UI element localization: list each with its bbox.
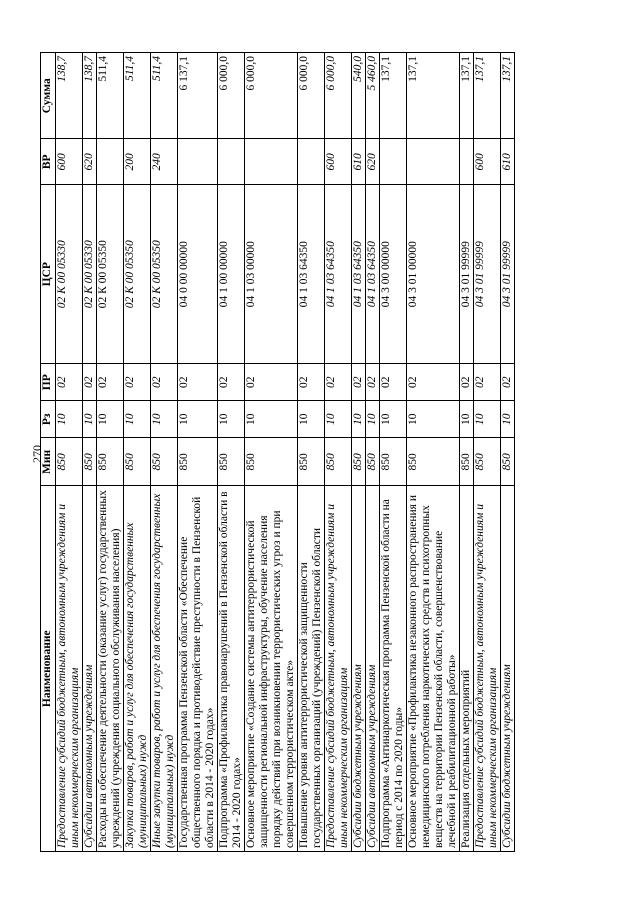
cell-min: 850 <box>501 438 515 486</box>
table-row <box>97 53 124 852</box>
cell-vr <box>460 139 474 185</box>
cell-min: 850 <box>325 438 352 486</box>
table-row <box>245 53 298 852</box>
cell-csr: 04 1 03 64350 <box>352 185 366 364</box>
cell-pr: 02 <box>218 364 245 401</box>
cell-csr: 04 3 01 99999 <box>460 185 474 364</box>
cell-vr <box>178 139 218 185</box>
table-row <box>380 53 407 852</box>
cell-csr: 04 3 01 99999 <box>474 185 501 364</box>
table-header-row <box>41 53 56 852</box>
cell-min: 850 <box>352 438 366 486</box>
cell-vr: 620 <box>366 139 380 185</box>
cell-pr: 02 <box>366 364 380 401</box>
cell-name: Закупка товаров, работ и услуг для обеспечения государственных (муниципальных) нужд <box>124 486 151 852</box>
table-row <box>124 53 151 852</box>
cell-sum: 6 137,1 <box>178 53 218 139</box>
cell-vr: 610 <box>352 139 366 185</box>
cell-rz: 10 <box>218 401 245 438</box>
cell-csr: 02 К 00 05330 <box>56 185 83 364</box>
cell-csr: 04 1 03 64350 <box>325 185 352 364</box>
cell-min: 850 <box>245 438 298 486</box>
cell-vr: 610 <box>501 139 515 185</box>
table-row <box>474 53 501 852</box>
cell-sum: 6 000,0 <box>325 53 352 139</box>
cell-csr: 02 К 00 05330 <box>83 185 97 364</box>
header-pr: ПР <box>41 364 56 401</box>
table-row <box>218 53 245 852</box>
cell-sum: 137,1 <box>501 53 515 139</box>
cell-pr: 02 <box>97 364 124 401</box>
cell-pr: 02 <box>298 364 325 401</box>
cell-name: Предоставление субсидий бюджетным, автономным учреждениям и иным некоммерческим организациям <box>474 486 501 852</box>
cell-vr <box>245 139 298 185</box>
cell-vr <box>97 139 124 185</box>
header-vr: ВР <box>41 139 56 185</box>
cell-name: Повышение уровня антитеррористической защищенности государственных организаций (учреждений) Пензенской области <box>298 486 325 852</box>
table-row <box>460 53 474 852</box>
cell-csr: 02 К 00 05350 <box>151 185 178 364</box>
cell-name: Реализация отдельных мероприятий <box>460 486 474 852</box>
cell-min: 850 <box>218 438 245 486</box>
table-row <box>407 53 460 852</box>
cell-rz: 10 <box>380 401 407 438</box>
cell-csr: 04 1 03 64350 <box>366 185 380 364</box>
cell-sum: 137,1 <box>380 53 407 139</box>
cell-rz: 10 <box>97 401 124 438</box>
cell-pr: 02 <box>352 364 366 401</box>
cell-name: Иные закупки товаров, работ и услуг для обеспечения государственных (муниципальных) нужд <box>151 486 178 852</box>
header-min: Мин <box>41 438 56 486</box>
cell-name: Расходы на обеспечение деятельности (оказание услуг) государственных учреждений (учреждения социального обслуживания населения) <box>97 486 124 852</box>
cell-min: 850 <box>460 438 474 486</box>
cell-rz: 10 <box>83 401 97 438</box>
cell-pr: 02 <box>178 364 218 401</box>
header-sum: Сумма <box>41 53 56 139</box>
cell-vr: 240 <box>151 139 178 185</box>
cell-pr: 02 <box>380 364 407 401</box>
cell-vr <box>380 139 407 185</box>
cell-name: Субсидии бюджетным учреждениям <box>501 486 515 852</box>
cell-name: Предоставление субсидий бюджетным, автономным учреждениям и иным некоммерческим организациям <box>56 486 83 852</box>
cell-pr: 02 <box>83 364 97 401</box>
budget-table <box>40 52 515 852</box>
cell-sum: 138,7 <box>83 53 97 139</box>
cell-name: Предоставление субсидий бюджетным, автономным учреждениям и иным некоммерческим организациям <box>325 486 352 852</box>
cell-rz: 10 <box>298 401 325 438</box>
cell-pr: 02 <box>151 364 178 401</box>
cell-rz: 10 <box>151 401 178 438</box>
cell-min: 850 <box>474 438 501 486</box>
table-row <box>151 53 178 852</box>
rotated-page-content <box>40 52 600 852</box>
cell-sum: 6 000,0 <box>298 53 325 139</box>
table-row <box>501 53 515 852</box>
cell-rz: 10 <box>474 401 501 438</box>
cell-pr: 02 <box>407 364 460 401</box>
table-row <box>352 53 366 852</box>
cell-sum: 138,7 <box>56 53 83 139</box>
cell-csr: 04 1 00 00000 <box>218 185 245 364</box>
cell-sum: 137,1 <box>460 53 474 139</box>
cell-min: 850 <box>56 438 83 486</box>
cell-sum: 137,1 <box>474 53 501 139</box>
header-csr: ЦСР <box>41 185 56 364</box>
cell-min: 850 <box>380 438 407 486</box>
cell-vr: 620 <box>83 139 97 185</box>
cell-csr: 02 К 00 05350 <box>124 185 151 364</box>
header-rz: Рз <box>41 401 56 438</box>
cell-pr: 02 <box>474 364 501 401</box>
cell-vr <box>298 139 325 185</box>
cell-pr: 02 <box>245 364 298 401</box>
cell-rz: 10 <box>366 401 380 438</box>
cell-pr: 02 <box>325 364 352 401</box>
cell-name: Подпрограмма «Антинаркотическая программа Пензенской области на период с 2014 по 2020 годы» <box>380 486 407 852</box>
cell-name: Субсидии автономным учреждениям <box>83 486 97 852</box>
cell-name: Основное мероприятие «Профилактика незаконного распространения и немедицинского потребления наркотических средств и психотропных веществ на территории Пензенской области, совершенствование лечебной и реабилитационной работы» <box>407 486 460 852</box>
cell-sum: 6 000,0 <box>218 53 245 139</box>
cell-sum: 5 460,0 <box>366 53 380 139</box>
cell-vr: 600 <box>474 139 501 185</box>
cell-min: 850 <box>407 438 460 486</box>
cell-csr: 04 3 01 00000 <box>407 185 460 364</box>
cell-sum: 511,4 <box>124 53 151 139</box>
cell-pr: 02 <box>501 364 515 401</box>
cell-sum: 137,1 <box>407 53 460 139</box>
cell-rz: 10 <box>178 401 218 438</box>
cell-rz: 10 <box>352 401 366 438</box>
cell-csr: 04 3 01 99999 <box>501 185 515 364</box>
table-row <box>325 53 352 852</box>
cell-rz: 10 <box>124 401 151 438</box>
cell-min: 850 <box>124 438 151 486</box>
table-row <box>178 53 218 852</box>
header-name: Наименование <box>41 486 56 852</box>
cell-min: 850 <box>83 438 97 486</box>
cell-csr: 04 1 03 00000 <box>245 185 298 364</box>
cell-min: 850 <box>151 438 178 486</box>
cell-name: Субсидии бюджетным учреждениям <box>352 486 366 852</box>
cell-rz: 10 <box>501 401 515 438</box>
page-number: 270 <box>30 445 44 463</box>
cell-name: Субсидии автономным учреждениям <box>366 486 380 852</box>
table-row <box>298 53 325 852</box>
cell-pr: 02 <box>124 364 151 401</box>
table-row <box>56 53 83 852</box>
cell-csr: 02 К 00 05350 <box>97 185 124 364</box>
cell-rz: 10 <box>245 401 298 438</box>
cell-rz: 10 <box>407 401 460 438</box>
cell-csr: 04 3 00 00000 <box>380 185 407 364</box>
cell-min: 850 <box>97 438 124 486</box>
cell-name: Государственная программа Пензенской области «Обеспечение общественного порядка и противодействие преступности в Пензенской области в 2014 - 2020 годах» <box>178 486 218 852</box>
cell-vr: 200 <box>124 139 151 185</box>
cell-min: 850 <box>298 438 325 486</box>
cell-vr <box>218 139 245 185</box>
table-row <box>83 53 97 852</box>
cell-name: Подпрограмма «Профилактика правонарушений в Пензенской области в 2014 - 2020 годах» <box>218 486 245 852</box>
cell-pr: 02 <box>56 364 83 401</box>
cell-csr: 04 0 00 00000 <box>178 185 218 364</box>
cell-vr: 600 <box>325 139 352 185</box>
cell-min: 850 <box>178 438 218 486</box>
cell-vr: 600 <box>56 139 83 185</box>
cell-csr: 04 1 03 64350 <box>298 185 325 364</box>
cell-rz: 10 <box>325 401 352 438</box>
cell-sum: 511,4 <box>151 53 178 139</box>
cell-min: 850 <box>366 438 380 486</box>
cell-name: Основное мероприятие «Создание системы антитеррористической защищенности региональной инфраструктуры, обучение населения порядку действий при возникновении террористических угроз и при совершенном террористическом акте» <box>245 486 298 852</box>
cell-sum: 540,0 <box>352 53 366 139</box>
table-row <box>366 53 380 852</box>
cell-rz: 10 <box>56 401 83 438</box>
cell-sum: 511,4 <box>97 53 124 139</box>
cell-pr: 02 <box>460 364 474 401</box>
cell-vr <box>407 139 460 185</box>
cell-rz: 10 <box>460 401 474 438</box>
cell-sum: 6 000,0 <box>245 53 298 139</box>
table-body <box>56 53 515 852</box>
